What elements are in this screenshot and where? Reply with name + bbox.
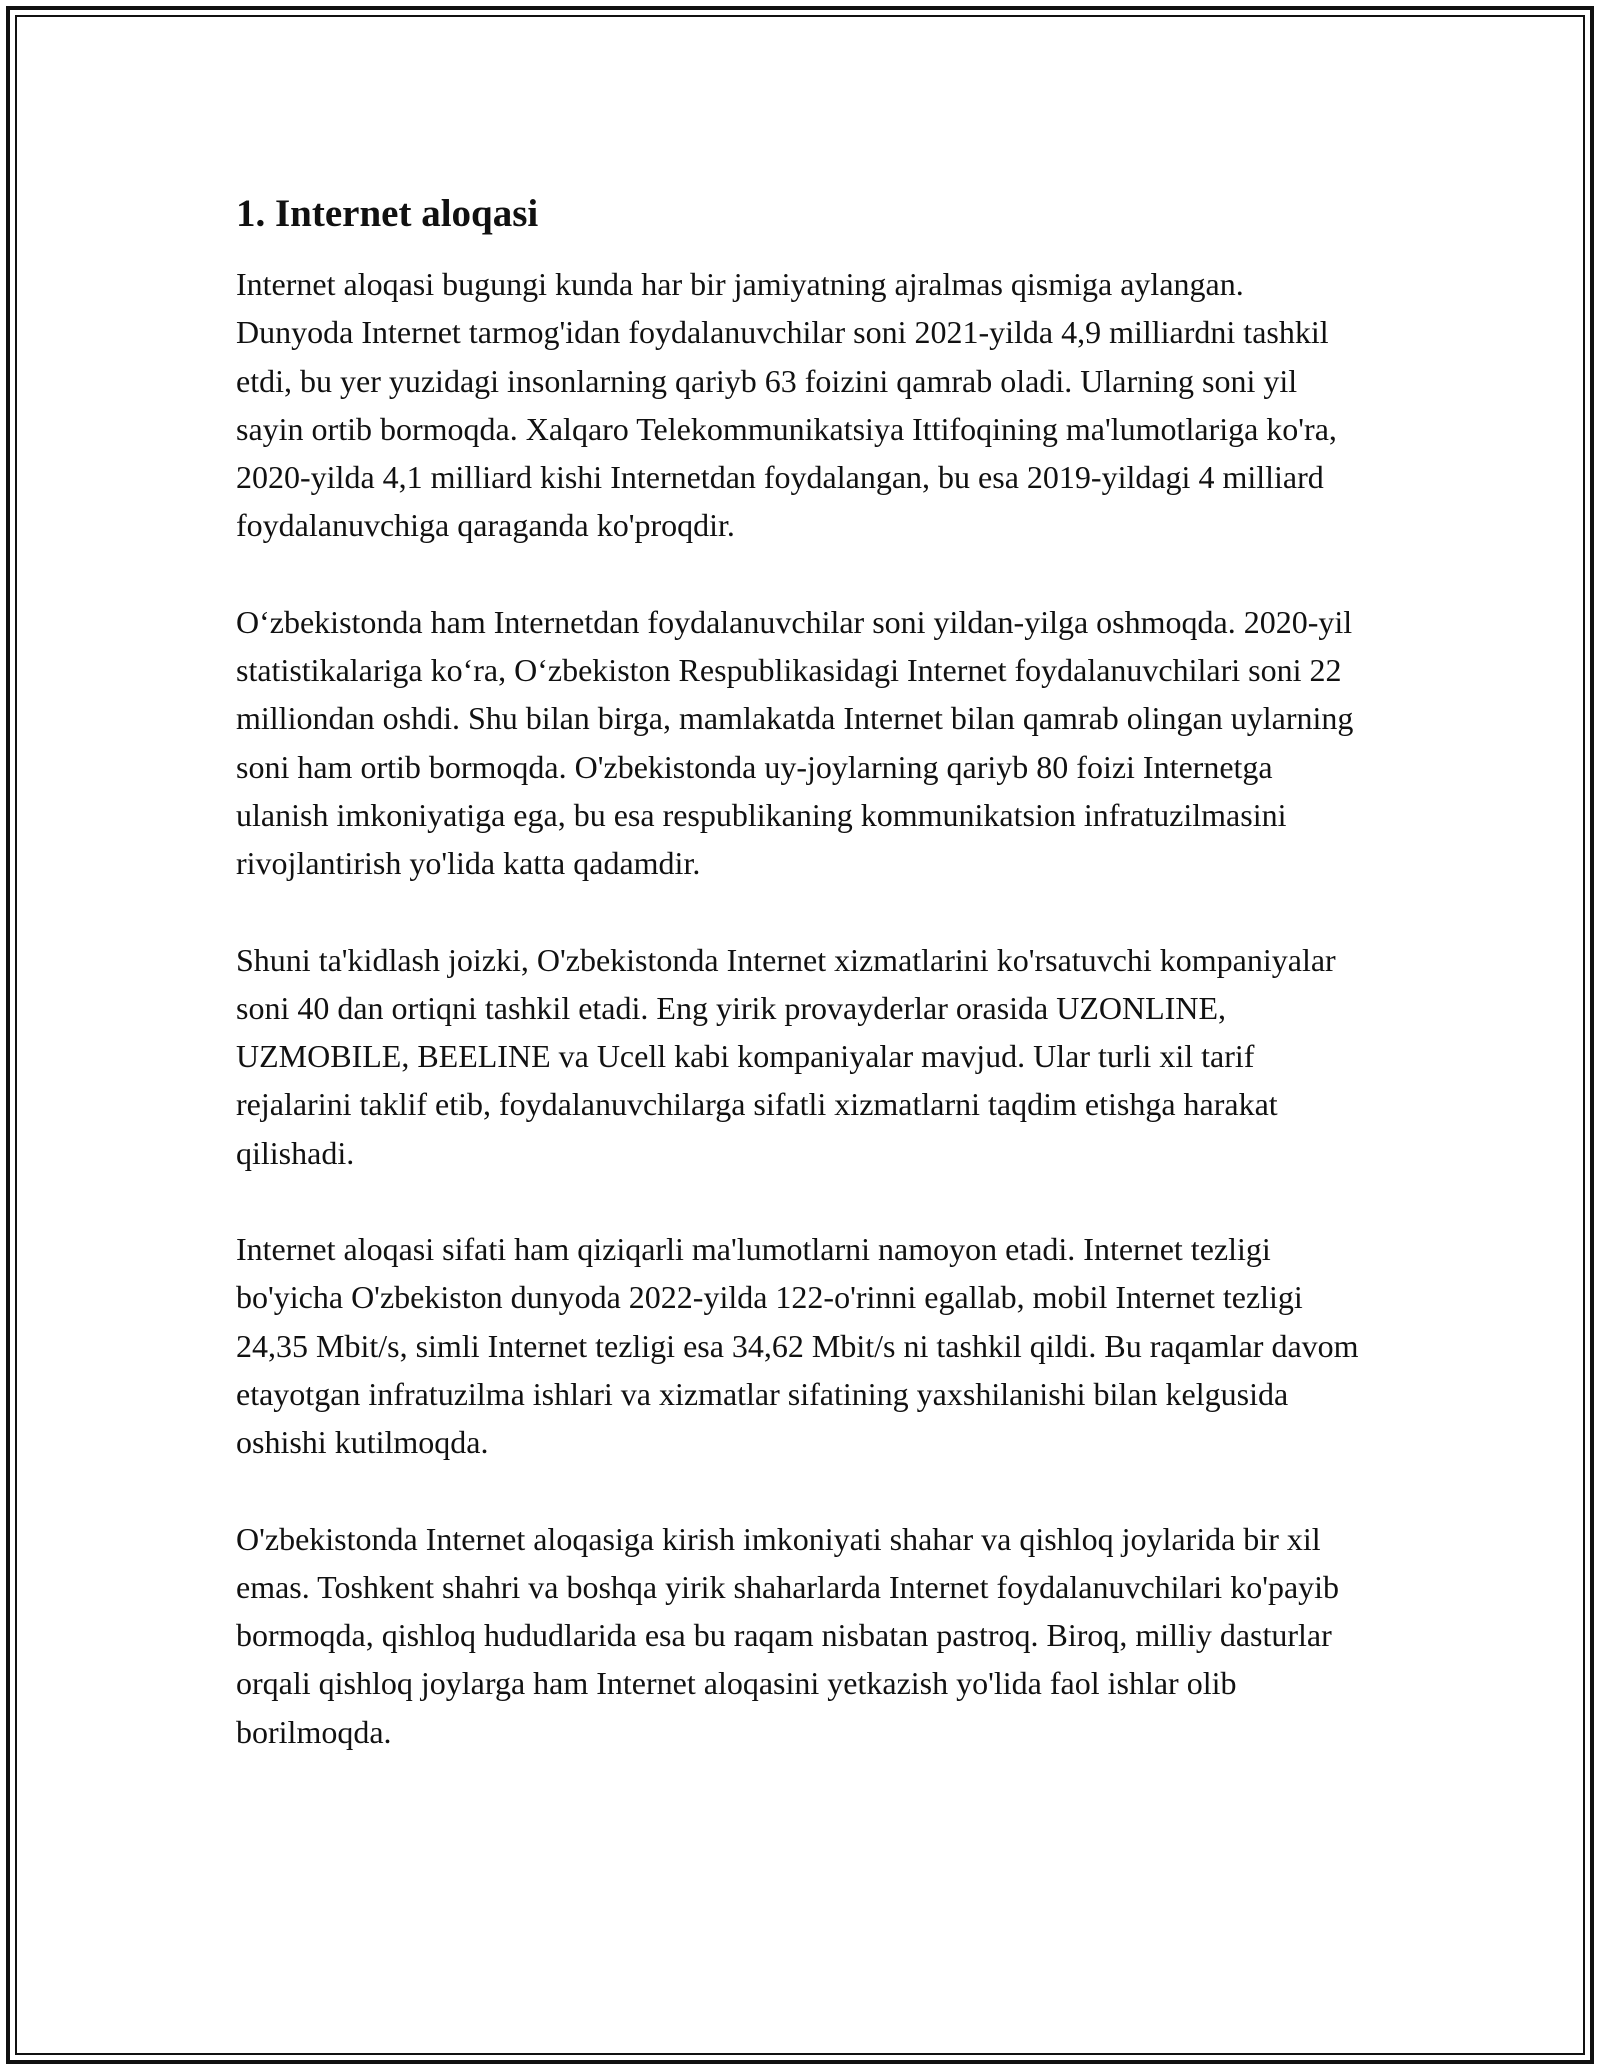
- paragraph-uzbekistan-users: O‘zbekistonda ham Internetdan foydalanuvchilar soni yildan-yilga oshmoqda. 2020-yil statistikalariga ko‘ra, O‘zbekiston Respublikasidagi Internet foydalanuvchilari soni 22 milliondan oshdi. Shu bilan birga, mamlakatda Internet bilan qamrab olingan uylarning soni ham ortib bormoqda. O'zbekistonda uy-joylarning qariyb 80 foizi Internetga ulanish imkoniyatiga ega, bu esa respublikaning kommunikatsion infratuzilmasini rivojlantirish yo'lida katta qadamdir.: [236, 603, 1354, 882]
- paragraph-internet-speed: Internet aloqasi sifati ham qiziqarli ma'lumotlarni namoyon etadi. Internet tezligi bo'yicha O'zbekiston dunyoda 2022-yilda 122-o'rinni egallab, mobil Internet tezligi 24,35 Mbit/s, simli Internet tezligi esa 34,62 Mbit/s ni tashkil qildi. Bu raqamlar davom etayotgan infratuzilma ishlari va xizmatlar sifatining yaxshilanishi bilan kelgusida oshishi kutilmoqda.: [236, 1231, 1359, 1461]
- paragraph-internet-usage-worldwide: Internet aloqasi bugungi kunda har bir jamiyatning ajralmas qismiga aylangan. Dunyoda Internet tarmog'idan foydalanuvchilar soni 2021-yilda 4,9 milliardni tashkil etdi, bu yer yuzidagi insonlarning qariyb 63 foizini qamrab oladi. Ularning soni yil sayin ortib bormoqda. Xalqaro Telekommunikatsiya Ittifoqining ma'lumotlariga ko'ra, 2020-yilda 4,1 milliard kishi Internetdan foydalangan, bu esa 2019-yildagi 4 milliard foydalanuvchiga qaraganda ko'proqdir.: [236, 266, 1337, 544]
- paragraph-providers: Shuni ta'kidlash joizki, O'zbekistonda Internet xizmatlarini ko'rsatuvchi kompaniyalar soni 40 dan ortiqni tashkil etadi. Eng yirik provayderlar orasida UZONLINE, UZMOBILE, BEELINE va Ucell kabi kompaniyalar mavjud. Ular turli xil tarif rejalarini taklif etib, foydalanuvchilarga sifatli xizmatlarni taqdim etishga harakat qilishadi.: [236, 941, 1336, 1171]
- paragraph-urban-rural-access: O'zbekistonda Internet aloqasiga kirish imkoniyati shahar va qishloq joylarida bir xil emas. Toshkent shahri va boshqa yirik shaharlarda Internet foydalanuvchilari ko'payib bormoqda, qishloq hududlarida esa bu raqam nisbatan pastroq. Biroq, milliy dasturlar orqali qishloq joylarga ham Internet aloqasini yetkazish yo'lida faol ishlar olib borilmoqda.: [236, 1520, 1340, 1750]
- section-heading: 1. Internet aloqasi: [236, 192, 539, 235]
- document-body: [236, 184, 1366, 1804]
